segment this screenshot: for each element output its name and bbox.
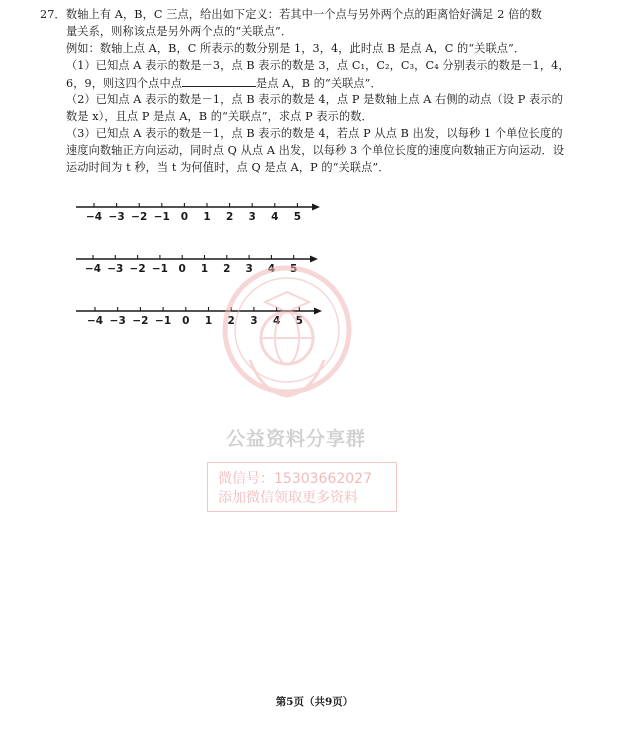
part2-line1: （2）已知点 A 表示的数是－1，点 B 表示的数是 4，点 P 是数轴上点 A 右侧的动点（设 P 表示的 — [66, 93, 563, 106]
tick-label: −3 — [107, 263, 124, 275]
tick-label: 0 — [182, 315, 190, 327]
part3-line1: （3）已知点 A 表示的数是－1，点 B 表示的数是 4，若点 P 从点 B 出发，以每秒 1 个单位长度的 — [66, 127, 563, 140]
tick-label: 4 — [271, 211, 279, 223]
tick-label: −4 — [85, 211, 103, 223]
number-line-1 — [76, 203, 320, 223]
tick-label: 3 — [245, 263, 253, 275]
tick-label: −3 — [108, 211, 125, 223]
tick-label: 3 — [250, 315, 258, 327]
tick-label: −2 — [131, 211, 148, 223]
part3-line2: 速度向数轴正方向运动，同时点 Q 从点 A 出发，以每秒 3 个单位长度的速度向数轴正方向运动．设 — [66, 144, 565, 157]
tick-label: 5 — [293, 211, 302, 223]
tick-label: 4 — [272, 315, 281, 327]
tick-label: −4 — [86, 315, 104, 327]
tick-label: −1 — [151, 263, 168, 275]
tick-label: 1 — [200, 263, 209, 275]
tick-label: −4 — [84, 263, 102, 275]
problem-definition-line1: 数轴上有 A，B，C 三点，给出如下定义：若其中一个点与另外两个点的距离恰好满足 2 倍的数 — [66, 8, 542, 21]
tick-label: −2 — [129, 263, 146, 275]
tick-label: 2 — [227, 315, 235, 327]
tick-label: 1 — [204, 315, 213, 327]
tick-label: 0 — [178, 263, 186, 275]
watermark-group-title: 公益资料分享群 — [225, 428, 366, 450]
axis-arrow-icon — [312, 204, 320, 211]
number-line-3 — [76, 307, 322, 327]
tick-label: 0 — [180, 211, 189, 223]
tick-label: −1 — [155, 315, 172, 327]
page-footer: 第5页（共9页） — [275, 696, 354, 708]
problem-definition-line2: 量关系，则称该点是另外两个点的“关联点”． — [66, 25, 293, 38]
tick-label: 5 — [290, 263, 298, 275]
part1-line2-prefix: 6，9，则这四个点中点 — [66, 77, 183, 90]
part3-line3: 运动时间为 t 秒，当 t 为何值时，点 Q 是点 A，P 的“关联点”． — [66, 161, 390, 174]
tick-label: 2 — [225, 211, 234, 223]
watermark-wechat: 微信号：15303662027 — [218, 471, 372, 487]
problem-example: 例如：数轴上点 A，B，C 所表示的数分别是 1，3，4，此时点 B 是点 A，C 的“关联点”． — [66, 42, 526, 55]
part1-line1: （1）已知点 A 表示的数是－3，点 B 表示的数是 3，点 C₁，C₂，C₃，C₄ 分别表示的数是－1，4， — [66, 59, 570, 72]
tick-label: −2 — [132, 315, 149, 327]
tick-label: 4 — [267, 263, 276, 275]
tick-label: −1 — [153, 211, 170, 223]
watermark-promo: 添加微信领取更多资料 — [218, 490, 358, 506]
part2-line2: 数是 x），且点 P 是点 A，B 的“关联点”，求点 P 表示的数． — [66, 110, 373, 123]
tick-label: 3 — [248, 211, 256, 223]
tick-label: 1 — [203, 211, 211, 223]
tick-label: 2 — [223, 263, 231, 275]
number-line-2 — [76, 255, 318, 275]
tick-label: −3 — [109, 315, 126, 327]
part1-line2-suffix: 是点 A，B 的“关联点”． — [256, 77, 382, 90]
tick-label: 5 — [295, 315, 303, 327]
problem-number: 27． — [40, 8, 66, 21]
axis-arrow-icon — [314, 308, 322, 315]
axis-arrow-icon — [310, 256, 318, 263]
